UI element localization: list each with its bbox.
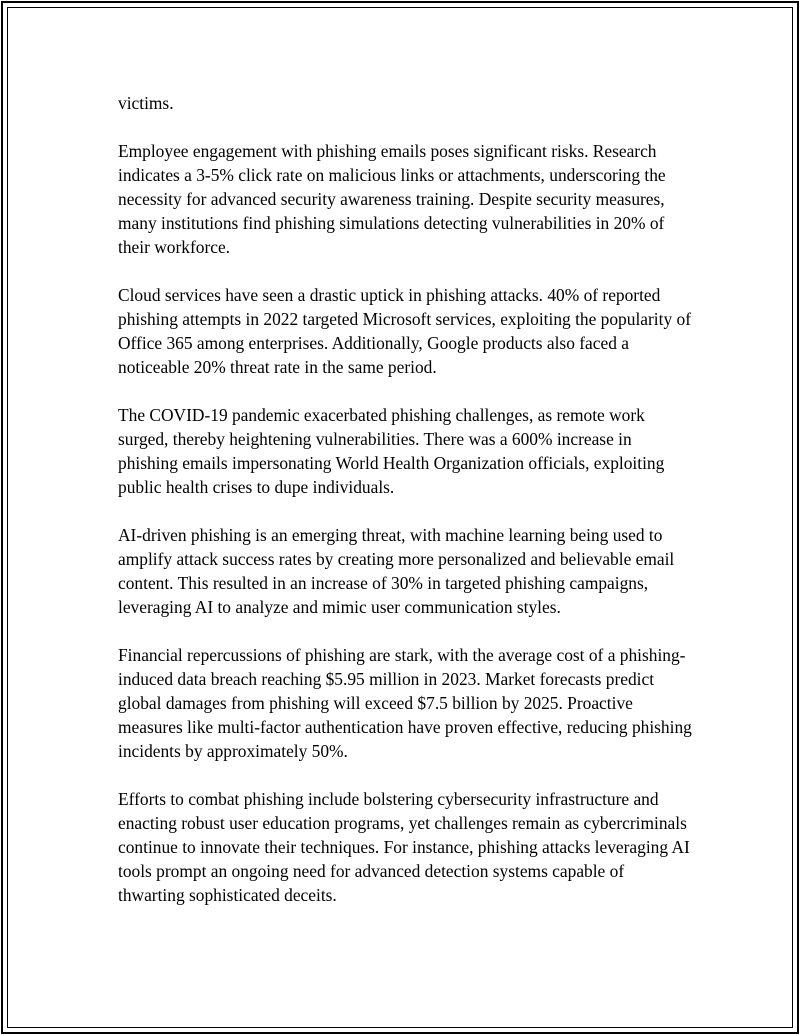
paragraph-employee-engagement: Employee engagement with phishing emails poses significant risks. Research indicates a 3-5% click rate on malicious links or attachments, underscoring the necessity for advanced security awareness training. Despite security measures, many institutions find phishing simulations detecting vulnerabilities in 20% of their workforce. <box>118 141 666 257</box>
paragraph-combat-efforts: Efforts to combat phishing include bolstering cybersecurity infrastructure and enacting robust user education programs, yet challenges remain as cybercriminals continue to innovate their techniques. For instance, phishing attacks leveraging AI tools prompt an ongoing need for advanced detection systems capable of thwarting sophisticated deceits. <box>118 789 690 905</box>
paragraph-ai-driven-phishing: AI-driven phishing is an emerging threat, with machine learning being used to amplify attack success rates by creating more personalized and believable email content. This resulted in an increase of 30% in targeted phishing campaigns, leveraging AI to analyze and mimic user communication styles. <box>118 525 675 617</box>
paragraph-covid-19: The COVID-19 pandemic exacerbated phishing challenges, as remote work surged, thereby heightening vulnerabilities. There was a 600% increase in phishing emails impersonating World Health Organization officials, exploiting public health crises to dupe individuals. <box>118 405 665 497</box>
paragraph-continuation: victims. <box>118 93 174 113</box>
document-body <box>118 91 693 931</box>
paragraph-financial-repercussions: Financial repercussions of phishing are stark, with the average cost of a phishing-induced data breach reaching $5.95 million in 2023. Market forecasts predict global damages from phishing will exceed $7.5 billion by 2025. Proactive measures like multi-factor authentication have proven effective, reducing phishing incidents by approximately 50%. <box>118 645 692 761</box>
paragraph-cloud-services: Cloud services have seen a drastic uptick in phishing attacks. 40% of reported phishing attempts in 2022 targeted Microsoft services, exploiting the popularity of Office 365 among enterprises. Additionally, Google products also faced a noticeable 20% threat rate in the same period. <box>118 285 691 377</box>
